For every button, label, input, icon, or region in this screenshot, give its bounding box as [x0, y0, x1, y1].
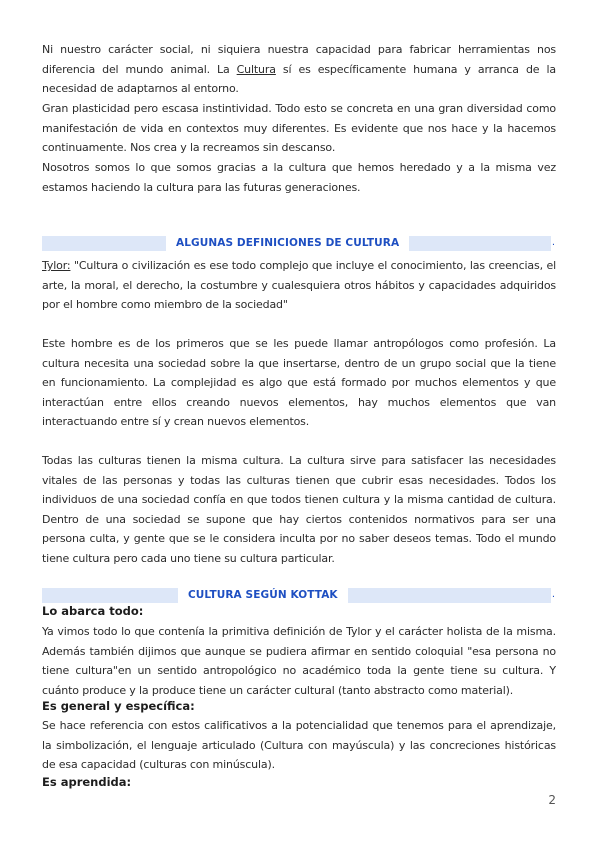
kottak-paragraph-2: Se hace referencia con estos calificativos a la potencialidad que tenemos para el aprendizaje, la simbolización, el lenguaje articulado (Cultura con mayúscula) y las concreciones históricas de esa capacidad (culturas con minúscula). — [42, 719, 556, 771]
section-title-definiciones: ALGUNAS DEFINICIONES DE CULTURA — [166, 236, 409, 251]
definiciones-paragraph-2: Este hombre es de los primeros que se les puede llamar antropólogos como profesión. La cultura necesita una sociedad sobre la que insertarse, dentro de un grupo social que la tiene en funcionamiento. La complejidad es algo que está formado por muchos elementos y que interactúan entre ellos creando nuevos elementos, hay muchos elementos que van interactuando entre sí y crean nuevos elementos. — [42, 337, 556, 428]
intro-paragraph-3: Nosotros somos lo que somos gracias a la cultura que hemos heredado y a la misma vez estamos haciendo la cultura para las futuras generaciones. — [42, 161, 556, 194]
subheading-es-aprendida: Es aprendida: — [42, 775, 132, 789]
section-band-kottak: CULTURA SEGÚN KOTTAK . — [42, 588, 551, 603]
intro-paragraph-1: Ni nuestro carácter social, ni siquiera nuestra capacidad para fabricar herramientas nos diferencia del mundo animal. La Cultura sí es específicamente humana y arranca de la necesidad de adaptarnos al entorno. — [42, 43, 556, 95]
tylor-definition: Tylor: "Cultura o civilización es ese todo complejo que incluye el conocimiento, las creencias, el arte, la moral, el derecho, la costumbre y cualesquiera otros hábitos y capacidades adquiridos por el hombre como miembro de la sociedad" — [42, 259, 556, 311]
cultura-underlined: Cultura — [236, 62, 276, 76]
intro-paragraph-2: Gran plasticidad pero escasa instintividad. Todo esto se concreta en una gran diversidad como manifestación de vida en contextos muy diferentes. Es evidente que nos hace y la hacemos continuamente. Nos crea y la recreamos sin descanso. — [42, 102, 556, 154]
definiciones-paragraph-3: Todas las culturas tienen la misma cultura. La cultura sirve para satisfacer las necesidades vitales de las personas y todas las culturas tienen que cubrir esas necesidades. Todos los individuos de una sociedad confía en que todos tienen cultura y la misma cantidad de cultura. Dentro de una sociedad se supone que hay ciertos contenidos normativos para ser una persona culta, y gente que se le considera inculta por no saber deseos temas. Todo el mundo tiene cultura pero cada uno tiene su cultura particular. — [42, 454, 556, 565]
section-title-kottak: CULTURA SEGÚN KOTTAK — [178, 588, 348, 603]
page-number: 2 — [548, 793, 556, 807]
subheading-lo-abarca-todo: Lo abarca todo: — [42, 604, 144, 618]
subheading-general-especifica: Es general y específica: — [42, 699, 195, 713]
kottak-paragraph-1: Ya vimos todo lo que contenía la primitiva definición de Tylor y el carácter holista de la misma. Además también dijimos que aunque se pudiera afirmar en sentido coloquial "esa persona no tiene cultura"en un sentido antropológico no académico toda la gente tiene su cultura. Y cuánto produce y la produce tiene un carácter cultural (tanto abstracto como material). — [42, 625, 556, 697]
tylor-label: Tylor: — [42, 259, 71, 272]
section-band-definiciones: ALGUNAS DEFINICIONES DE CULTURA . — [42, 236, 551, 251]
